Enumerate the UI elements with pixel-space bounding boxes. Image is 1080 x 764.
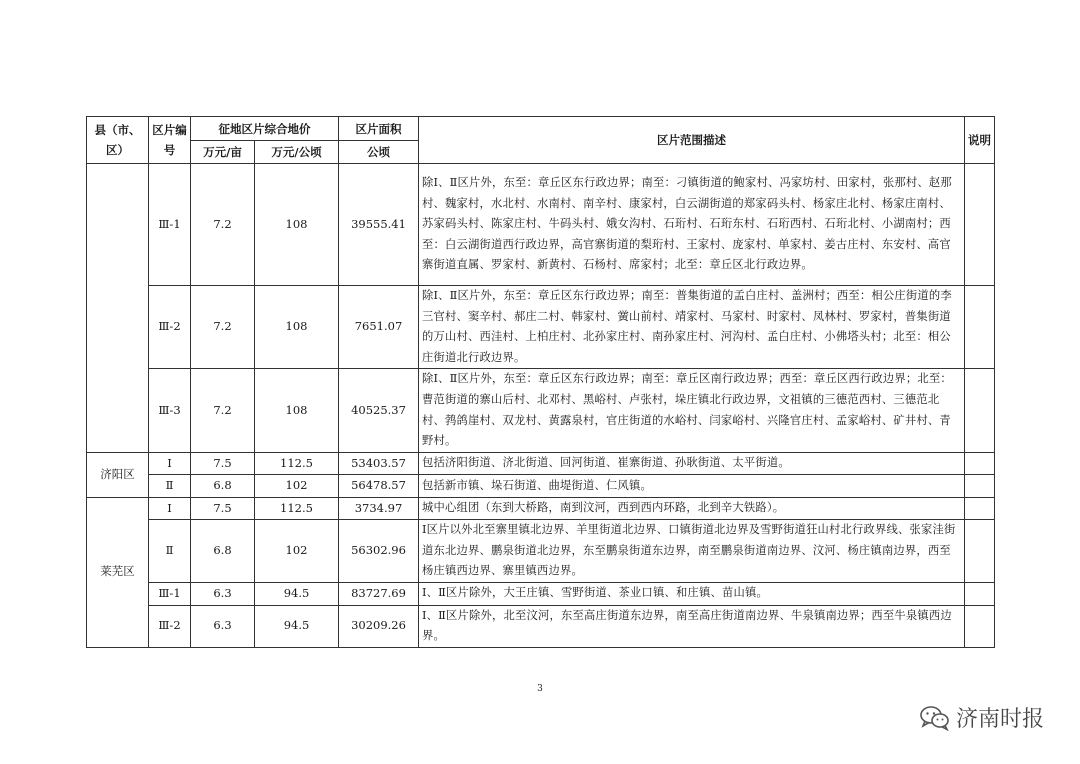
note-cell: [965, 286, 995, 369]
price-mu: 7.2: [191, 164, 255, 286]
table-row: [87, 475, 995, 498]
header-price-ha: 万元/公顷: [255, 141, 339, 164]
note-cell: [965, 583, 995, 606]
table-row: [87, 452, 995, 475]
wechat-icon: [920, 705, 950, 731]
note-cell: [965, 164, 995, 286]
zone-description: Ⅰ、Ⅱ区片除外，北至汶河，东至高庄街道东边界，南至高庄街道南边界、牛泉镇南边界；西至牛泉镇西边界。: [419, 605, 965, 647]
header-area-title: 区片面积: [339, 117, 419, 141]
note-cell: [965, 497, 995, 520]
note-cell: [965, 520, 995, 583]
price-mu: 7.5: [191, 497, 255, 520]
zone-code: Ⅲ-3: [149, 369, 191, 452]
table-row: [87, 286, 995, 369]
county-cell: 莱芜区: [87, 497, 149, 647]
zone-description: 除Ⅰ、Ⅱ区片外，东至：章丘区东行政边界；南至：刁镇街道的鲍家村、冯家坊村、田家村，张那村、赵那村、魏家村，水北村、水南村、南辛村、康家村，白云湖街道的郑家码头村、杨家庄北村、杨家庄南村、苏家码头村、陈家庄村、牛码头村、娥女沟村、石珩村、石珩东村、石珩西村、石珩北村、小湖南村；西至：白云湖街道西行政边界，高官寨街道的梨珩村、王家村、庞家村、单家村、姜古庄村、东安村、高官寨街道直属、罗家村、新黄村、石杨村、席家村；北至：章丘区北行政边界。: [419, 164, 965, 286]
table-row: [87, 520, 995, 583]
note-cell: [965, 605, 995, 647]
watermark: [920, 702, 1044, 733]
zone-code: Ⅲ-2: [149, 605, 191, 647]
price-mu: 6.8: [191, 475, 255, 498]
county-cell-continued: [87, 164, 149, 453]
header-description: 区片范围描述: [419, 117, 965, 164]
note-cell: [965, 369, 995, 452]
price-mu: 6.3: [191, 583, 255, 606]
zone-area: 83727.69: [339, 583, 419, 606]
table-row: [87, 605, 995, 647]
zone-description: 除Ⅰ、Ⅱ区片外，东至：章丘区东行政边界；南至：章丘区南行政边界；西至：章丘区西行政边界；北至：曹范街道的寨山后村、北邓村、黑峪村、卢张村，垛庄镇北行政边界，文祖镇的三德范西村、三德范北村、鹁鸽崖村、双龙村、黄露泉村，官庄街道的水峪村、闫家峪村、兴隆官庄村、孟家峪村、矿井村、青野村。: [419, 369, 965, 452]
price-ha: 94.5: [255, 605, 339, 647]
zone-area: 39555.41: [339, 164, 419, 286]
watermark-text: 济南时报: [955, 707, 1044, 732]
header-note: 说明: [965, 117, 995, 164]
price-ha: 108: [255, 286, 339, 369]
zone-description: 除Ⅰ、Ⅱ区片外，东至：章丘区东行政边界；南至：普集街道的孟白庄村、盖洲村；西至：相公庄街道的李三官村、窦辛村、郝庄二村、韩家村、黉山前村、靖家村、马家村、时家村、凤林村、罗家村，普集街道的万山村、西洼村、上柏庄村、北孙家庄村、南孙家庄村、河沟村、孟白庄村、小佛塔头村；北至：相公庄街道北行政边界。: [419, 286, 965, 369]
price-ha: 112.5: [255, 452, 339, 475]
price-ha: 108: [255, 369, 339, 452]
header-price-mu: 万元/亩: [191, 141, 255, 164]
county-cell: 济阳区: [87, 452, 149, 497]
header-area-unit: 公顷: [339, 141, 419, 164]
zone-area: 56478.57: [339, 475, 419, 498]
page-number: 3: [537, 684, 543, 694]
zone-description: 包括新市镇、垛石街道、曲堤街道、仁风镇。: [419, 475, 965, 498]
zone-description: Ⅰ区片以外北至寨里镇北边界、羊里街道北边界、口镇街道北边界及雪野街道狂山村北行政界线、张家洼街道东北边界、鹏泉街道北边界，东至鹏泉街道东边界，南至鹏泉街道南边界、汶河、杨庄镇南边界，西至杨庄镇西边界、寨里镇西边界。: [419, 520, 965, 583]
zone-area: 53403.57: [339, 452, 419, 475]
header-price-group: 征地区片综合地价: [191, 117, 339, 141]
price-ha: 102: [255, 475, 339, 498]
zone-code: Ⅱ: [149, 520, 191, 583]
zone-description: 包括济阳街道、济北街道、回河街道、崔寨街道、孙耿街道、太平街道。: [419, 452, 965, 475]
price-mu: 6.8: [191, 520, 255, 583]
table-row: [87, 497, 995, 520]
zone-code: Ⅱ: [149, 475, 191, 498]
price-ha: 102: [255, 520, 339, 583]
table-row: [87, 583, 995, 606]
zone-description: Ⅰ、Ⅱ区片除外，大王庄镇、雪野街道、茶业口镇、和庄镇、苗山镇。: [419, 583, 965, 606]
zone-area: 30209.26: [339, 605, 419, 647]
zone-code: Ⅰ: [149, 452, 191, 475]
zone-code: Ⅲ-1: [149, 164, 191, 286]
price-ha: 112.5: [255, 497, 339, 520]
price-mu: 7.5: [191, 452, 255, 475]
note-cell: [965, 475, 995, 498]
table-row: [87, 369, 995, 452]
price-mu: 6.3: [191, 605, 255, 647]
land-price-table: [86, 116, 995, 648]
zone-area: 3734.97: [339, 497, 419, 520]
zone-code: Ⅲ-2: [149, 286, 191, 369]
zone-description: 城中心组团（东到大桥路，南到汶河，西到西内环路，北到辛大铁路）。: [419, 497, 965, 520]
price-mu: 7.2: [191, 369, 255, 452]
price-mu: 7.2: [191, 286, 255, 369]
zone-area: 56302.96: [339, 520, 419, 583]
header-county: 县（市、区）: [87, 117, 149, 164]
zone-code: Ⅲ-1: [149, 583, 191, 606]
zone-area: 7651.07: [339, 286, 419, 369]
price-ha: 108: [255, 164, 339, 286]
price-ha: 94.5: [255, 583, 339, 606]
note-cell: [965, 452, 995, 475]
header-zone-no: 区片编号: [149, 117, 191, 164]
zone-area: 40525.37: [339, 369, 419, 452]
table-row: [87, 164, 995, 286]
zone-code: Ⅰ: [149, 497, 191, 520]
